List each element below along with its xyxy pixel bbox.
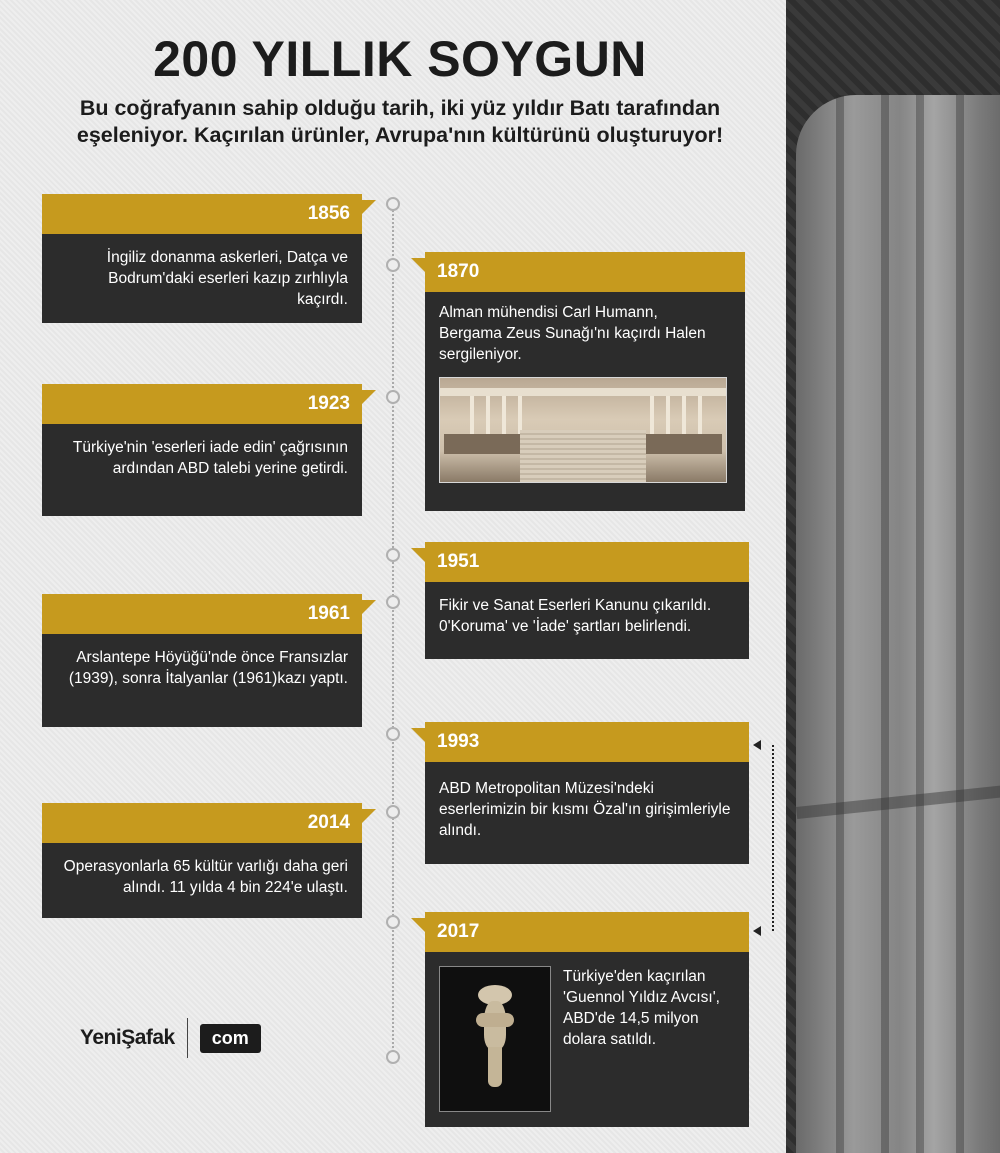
event-year: 1870 [425,252,745,292]
event-year: 1856 [42,194,362,234]
timeline-dot [386,915,400,929]
subtitle: Bu coğrafyanın sahip olduğu tarih, iki yüz yıldır Batı tarafından eşeleniyor. Kaçırılan ürünler, Avrupa'nın kültürünü oluşturuyor! [76,96,724,147]
timeline-dot [386,805,400,819]
event-text: Türkiye'den kaçırılan 'Guennol Yıldız Avcısı', ABD'de 14,5 milyon dolara satıldı. [563,968,720,1048]
event-card-1856 [42,194,362,323]
arrow-left-icon [753,926,761,936]
statue-photo [786,0,1000,1153]
timeline-dot [386,727,400,741]
event-year: 2014 [42,803,362,843]
event-card-1923 [42,384,362,516]
event-text: Operasyonlarla 65 kültür varlığı daha geri alındı. 11 yılda 4 bin 224'e ulaştı. [42,843,362,918]
logo-tld: com [200,1024,261,1053]
timeline-dot [386,390,400,404]
event-text: Arslantepe Höyüğü'nde önce Fransızlar (1939), sonra İtalyanlar (1961)kazı yaptı. [42,634,362,727]
pergamon-altar-photo [439,377,727,483]
timeline-dot [386,258,400,272]
logo-name: YeniŞafak [80,1026,175,1049]
event-year: 1923 [42,384,362,424]
event-year: 1951 [425,542,749,582]
event-text: Alman mühendisi Carl Humann, Bergama Zeus Sunağı'nı kaçırdı Halen sergileniyor. [439,304,706,363]
event-card-1951 [425,542,749,659]
logo-divider [187,1018,188,1058]
arrow-left-icon [753,740,761,750]
event-card-1993 [425,722,749,864]
brand-logo [80,1018,261,1058]
timeline-dot [386,548,400,562]
event-year: 2017 [425,912,749,952]
event-card-2014 [42,803,362,918]
event-card-1870 [425,252,745,511]
event-text: Türkiye'nin 'eserleri iade edin' çağrısının ardından ABD talebi yerine getirdi. [42,424,362,516]
timeline-dot [386,595,400,609]
event-year: 1961 [42,594,362,634]
guennol-stargazer-photo [439,966,551,1112]
event-year: 1993 [425,722,749,762]
timeline-dot [386,197,400,211]
event-card-1961 [42,594,362,727]
event-text: İngiliz donanma askerleri, Datça ve Bodrum'daki eserleri kazıp zırhlıyla kaçırdı. [42,234,362,323]
event-text: ABD Metropolitan Müzesi'ndeki eserlerimizin bir kısmı Özal'ın girişimleriyle alındı. [425,762,749,864]
page-title: 200 YILLIK SOYGUN [153,31,647,87]
connector-dotted-line [772,745,774,931]
event-card-2017 [425,912,749,1127]
timeline-dot [386,1050,400,1064]
event-text: Fikir ve Sanat Eserleri Kanunu çıkarıldı. 0'Koruma' ve 'İade' şartları belirlendi. [425,582,749,659]
